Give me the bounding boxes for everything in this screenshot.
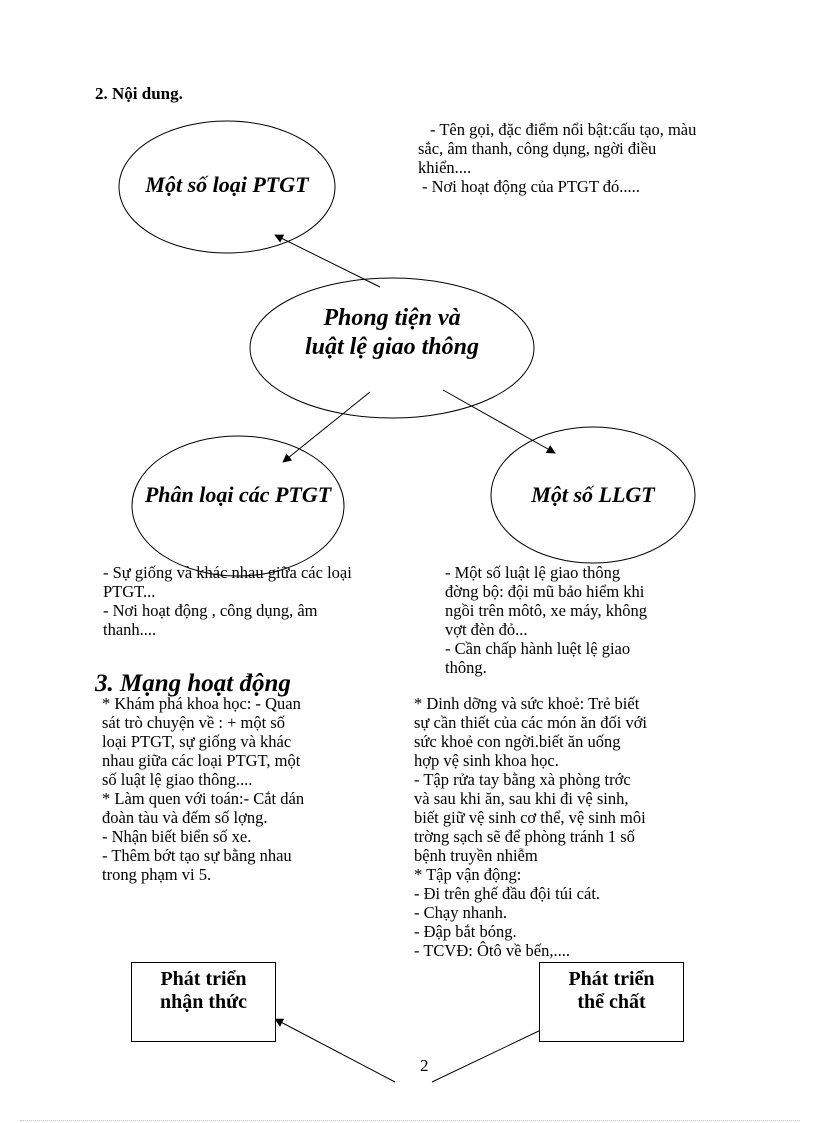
page-footer-divider [20,1120,800,1121]
center-label-line1: Phong tiện và [323,305,461,331]
box-cognitive-development [131,962,276,1042]
arrow-center-to-bottom-left [283,392,370,462]
box-right-line2: thể chất [577,991,646,1013]
arrow-center-to-top-left [275,235,380,287]
box-right-line1: Phát triển [568,968,655,990]
activities-left: * Khám phá khoa học: - Quan sát trò chuyện về : + một số loại PTGT, sự giống và khác nhau giữa các loại PTGT, một số luật lệ giao thông.... * Làm quen với toán:- Cắt dán đoàn tàu và đếm số lợng. - Nhận biết biển số xe. - Thêm bớt tạo sự bằng nhau trong phạm vi 5. [102,694,305,884]
box-physical-development [539,962,684,1042]
note-top-right: - Tên gọi, đặc điểm nổi bật:cấu tạo, màu sắc, âm thanh, công dụng, ngời điều khiển.... - Nơi hoạt động của PTGT đó..... [418,120,697,196]
node-bottom-left-label: Phân loại các PTGT [144,482,332,507]
center-label [262,304,522,362]
box-left-line1: Phát triển [160,968,247,990]
section-3-title: 3. Mạng hoạt động [95,670,291,697]
arrow-center-to-bottom-right [443,390,555,453]
note-bottom-right: - Một số luật lệ giao thông đờng bộ: đội mũ bảo hiểm khi ngồi trên môtô, xe máy, không vợt đèn đỏ... - Cần chấp hành luệt lệ giao thông. [445,563,647,677]
node-bottom-right-label: Một số LLGT [531,482,655,507]
node-top-left-label: Một số loại PTGT [145,172,309,197]
page-number: 2 [420,1056,429,1075]
activities-right: * Dinh dỡng và sức khoẻ: Trẻ biết sự cần thiết của các món ăn đối với sức khoẻ con ngời.biết ăn uống hợp vệ sinh khoa học. - Tập rửa tay bằng xà phòng trớc và sau khi ăn, sau khi đi vệ sinh, biết giữ vệ sinh cơ thể, vệ sinh môi trờng sạch sẽ để phòng tránh 1 số bệnh truyền nhiễm * Tập vận động: - Đi trên ghế đầu đội túi cát. - Chạy nhanh. - Đập bắt bóng. - TCVĐ: Ôtô về bến,.... [414,694,648,960]
arrow-to-box-left [275,1019,395,1082]
section-2-title: 2. Nội dung. [95,84,183,103]
note-bottom-left: - Sự giống và khác nhau giữa các loại PTGT... - Nơi hoạt động , công dụng, âm thanh.... [103,563,352,639]
box-left-line2: nhận thức [159,991,248,1013]
center-label-line2: luật lệ giao thông [304,334,480,360]
